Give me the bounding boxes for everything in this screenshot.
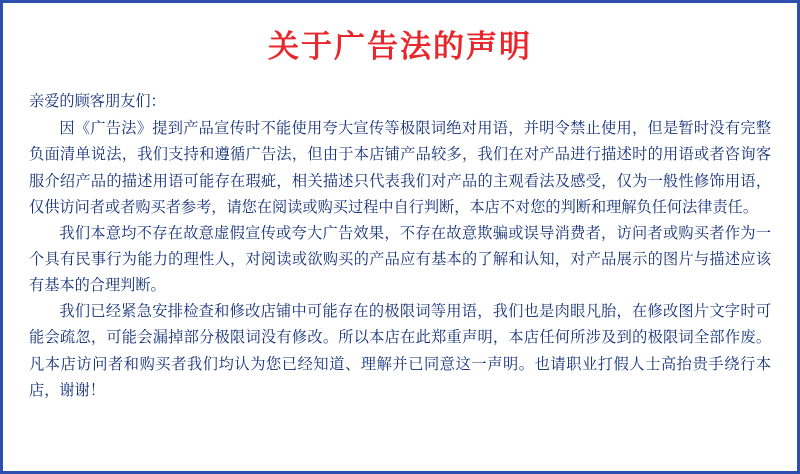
statement-paragraph-3: 我们已经紧急安排检查和修改店铺中可能存在的极限词等用语，我们也是肉眼凡胎，在修改图片文字时可能会疏忽，可能会漏掉部分极限词没有修改。所以本店在此郑重声明，本店任何所涉及到的极限词全部作废。凡本店访问者和购买者我们均认为您已经知道、理解并已同意这一声明。也请职业打假人士高抬贵手绕行本店，谢谢！ [29,302,771,399]
statement-paragraph-2: 我们本意均不存在故意虚假宣传或夸大广告效果，不存在故意欺骗或误导消费者，访问者或购买者作为一个具有民事行为能力的理性人，对阅读或欲购买的产品应有基本的了解和认知，对产品展示的图片与描述应该有基本的合理判断。 [29,223,771,295]
statement-paragraph-1: 因《广告法》提到产品宣传时不能使用夸大宣传等极限词绝对用语，并明令禁止使用，但是暂时没有完整负面清单说法，我们支持和遵循广告法，但由于本店铺产品较多，我们在对产品进行描述时的用语或者咨询客服介绍产品的描述用语可能存在瑕疵，相关描述只代表我们对产品的主观看法及感受，仅为一般性修饰用语，仅供访问者或者购买者参考，请您在阅读或购买过程中自行判断，本店不对您的判断和理解负任何法律责任。 [29,119,771,216]
page-title: 关于广告法的声明 [268,29,532,65]
salutation-text: 亲爱的顾客朋友们： [29,92,166,111]
statement-body [29,88,771,403]
